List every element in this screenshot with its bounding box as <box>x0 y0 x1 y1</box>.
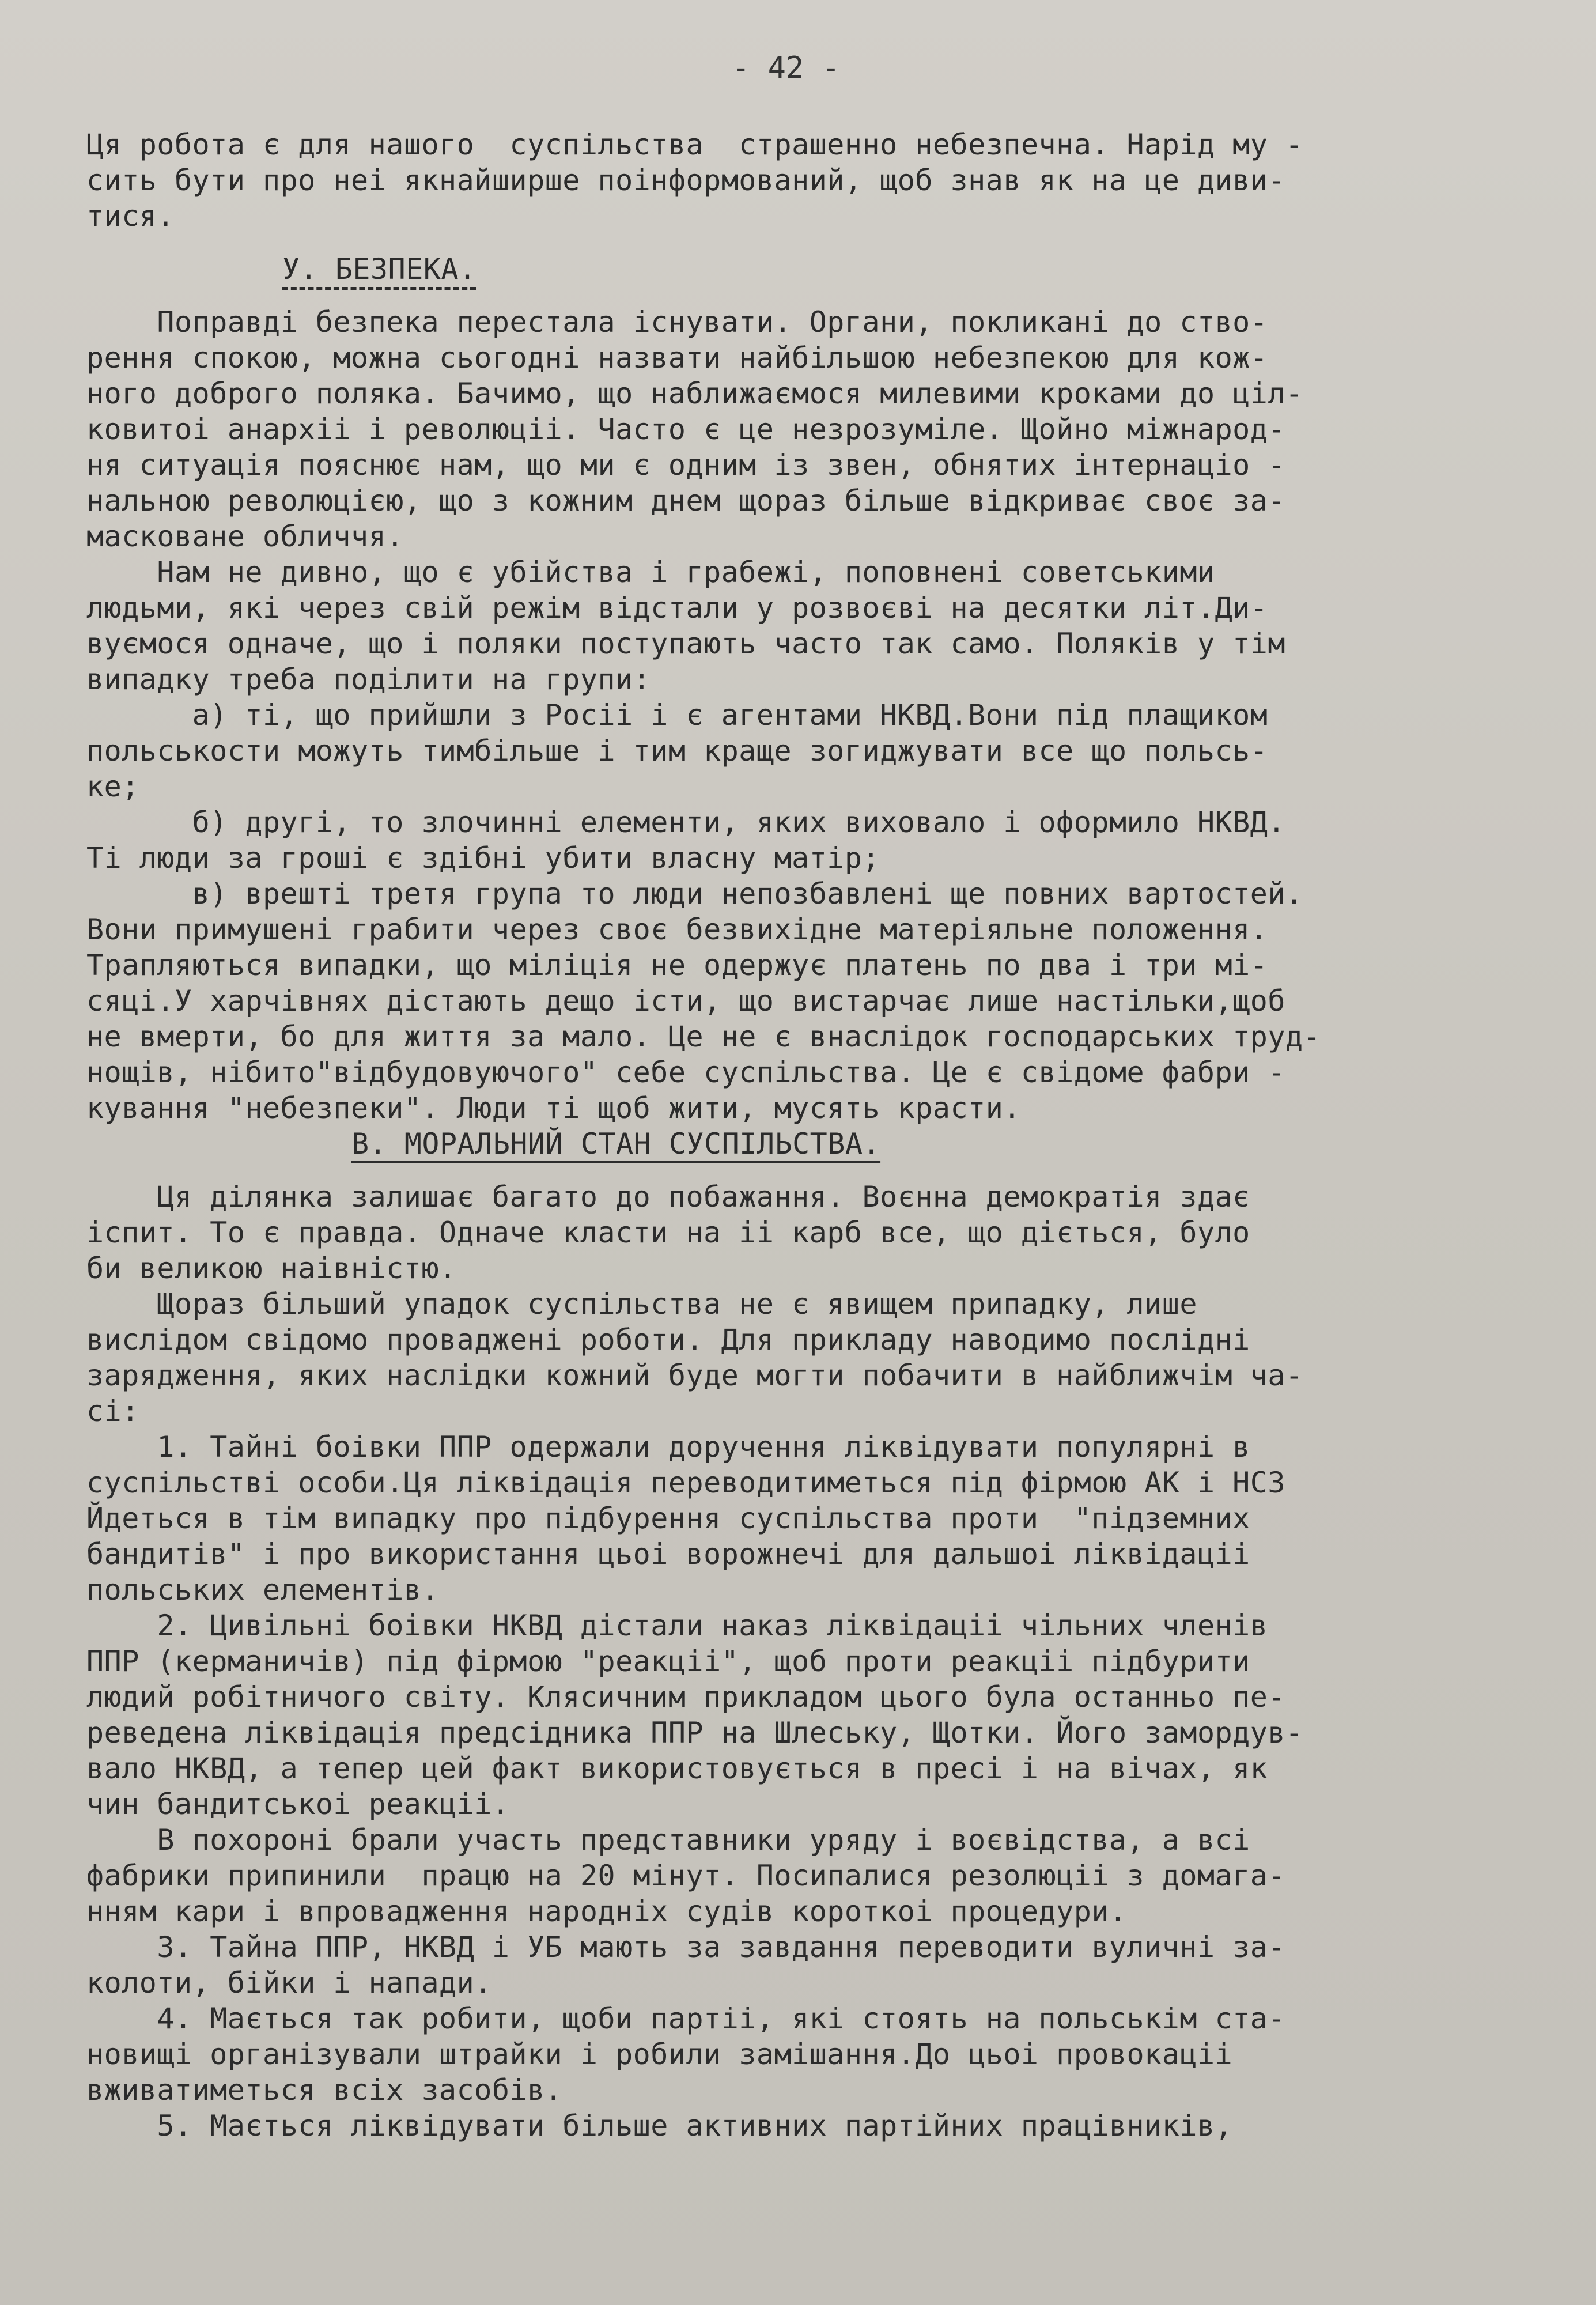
section-v-line: сяці.У харчівнях дістають дещо істи, що вистарчає лише настільки,щоб <box>86 984 1285 1018</box>
section-v-line: ковитоі анархіі і революціі. Часто є це незрозуміле. Щойно міжнарод- <box>86 413 1285 446</box>
section-v-line: масковане обличчя. <box>86 520 404 553</box>
section-v-line: нощів, нібито"відбудовуючого" себе суспільства. Це є свідоме фабри - <box>86 1056 1285 1089</box>
intro-line: Ця робота є для нашого суспільства страшенно небезпечна. Нарід му - <box>86 128 1303 161</box>
section-b-line: реведена ліквідація предсідника ППР на Шлеську, Щотки. Його замордув- <box>86 1716 1303 1749</box>
section-v-line: Поправді безпека перестала існувати. Органи, покликані до ство- <box>86 305 1268 339</box>
section-b-line: зарядження, яких наслідки кожний буде могти побачити в найближчім ча- <box>86 1359 1303 1392</box>
section-v-line: рення спокою, можна сьогодні назвати найбільшою небезпекою для кож- <box>86 341 1268 375</box>
section-v-line: випадку треба поділити на групи: <box>86 663 651 696</box>
section-b-line: бандитів" і про використання цьоі ворожнечі для дальшоі ліквідаціі <box>86 1537 1250 1571</box>
section-b-line: фабрики припинили працю на 20 мінут. Посипалися резолюціі з домага- <box>86 1859 1285 1892</box>
section-v-line: не вмерти, бо для життя за мало. Це не є внаслідок господарських труд- <box>86 1020 1321 1053</box>
section-b-line: вислідом свідомо проваджені роботи. Для прикладу наводимо послідні <box>86 1323 1250 1356</box>
section-b-line: суспільстві особи.Ця ліквідація переводитиметься під фірмою АК і НСЗ <box>86 1466 1285 1499</box>
section-b-line: новищі організували штрайки і робили замішання.До цьоі провокаціі <box>86 2038 1233 2071</box>
section-v-line: а) ті, що прийшли з Росіі і є агентами НКВД.Вони під плащиком <box>86 698 1268 732</box>
page-number: - 42 - <box>732 51 840 85</box>
section-v-line: кування "небезпеки". Люди ті щоб жити, мусять красти. <box>86 1091 1021 1125</box>
section-b-line: ППР (керманичів) під фірмою "реакціі", щоб проти реакціі підбурити <box>86 1645 1250 1678</box>
section-b-line: вживатиметься всіх засобів. <box>86 2073 563 2107</box>
section-b-line: 2. Цивільні боівки НКВД дістали наказ ліквідаціі чільних членів <box>86 1609 1268 1642</box>
section-v-line: Нам не дивно, що є убійства і грабежі, поповнені советськими <box>86 556 1215 589</box>
intro-line: тися. <box>86 199 175 233</box>
document-body <box>86 52 1527 2144</box>
section-b-line: вало НКВД, а тепер цей факт використовується в пресі і на вічах, як <box>86 1752 1268 1785</box>
section-v-line: вуємося одначе, що і поляки поступають часто так само. Поляків у тім <box>86 627 1285 660</box>
section-v-line: ке; <box>86 770 139 803</box>
section-v-line: Трапляються випадки, що міліція не одержує платень по два і три мі- <box>86 949 1268 982</box>
section-v-heading: У. БЕЗПЕКА. <box>282 252 476 286</box>
section-b-line: 4. Мається так робити, щоби партіі, які стоять на польськім ста- <box>86 2002 1285 2035</box>
section-v-line: польськости можуть тимбільше і тим краще зогиджувати все що польсь- <box>86 734 1268 768</box>
section-v-line: б) другі, то злочинні елементи, яких виховало і оформило НКВД. <box>86 806 1285 839</box>
section-b-line: В похороні брали участь представники уряду і воєвідства, а всі <box>86 1823 1250 1857</box>
section-b-line: колоти, бійки і напади. <box>86 1966 492 2000</box>
section-v-line: ня ситуація пояснює нам, що ми є одним із звен, обнятих інтернаціо - <box>86 448 1285 482</box>
section-b-line: 1. Тайні боівки ППР одержали доручення ліквідувати популярні в <box>86 1430 1250 1464</box>
section-b-line: сі: <box>86 1395 139 1428</box>
section-b-line: би великою наівністю. <box>86 1252 457 1285</box>
section-b-line: 5. Мається ліквідувати більше активних партійних працівників, <box>86 2109 1233 2142</box>
section-v-line: ного доброго поляка. Бачимо, що наближаємося милевими кроками до ціл- <box>86 377 1303 410</box>
section-b-line: чин бандитськоі реакціі. <box>86 1788 510 1821</box>
section-b-line: людий робітничого світу. Клясичним прикладом цього була останньо пе- <box>86 1680 1285 1714</box>
section-b-heading: В. МОРАЛЬНИЙ СТАН СУСПІЛЬСТВА. <box>351 1127 881 1161</box>
section-b-line: 3. Тайна ППР, НКВД і УБ мають за завдання переводити вуличні за- <box>86 1930 1285 1964</box>
intro-line: сить бути про неі якнайширше поінформований, щоб знав як на це диви- <box>86 164 1285 197</box>
section-v-line: Ті люди за гроші є здібні убити власну матір; <box>86 841 880 875</box>
section-b-line: польських елементів. <box>86 1573 440 1607</box>
section-v-line: в) врешті третя група то люди непозбавлені ще повних вартостей. <box>86 877 1303 910</box>
section-b-line: Ця ділянка залишає багато до побажання. Воєнна демократія здає <box>86 1180 1250 1214</box>
section-b-line: нням кари і впровадження народніх судів короткоі процедури. <box>86 1895 1127 1928</box>
section-b-line: Щораз більший упадок суспільства не є явищем припадку, лише <box>86 1287 1197 1321</box>
section-b-line: Йдеться в тім випадку про підбурення суспільства проти "підземних <box>86 1502 1250 1535</box>
section-b-line: іспит. То є правда. Одначе класти на іі карб все, що діється, було <box>86 1216 1250 1249</box>
section-v-line: Вони примушені грабити через своє безвихідне матеріяльне положення. <box>86 913 1268 946</box>
section-v-line: людьми, які через свій режім відстали у розвоєві на десятки літ.Ди- <box>86 591 1268 625</box>
section-v-line: нальною революцією, що з кожним днем щораз більше відкриває своє за- <box>86 484 1285 517</box>
